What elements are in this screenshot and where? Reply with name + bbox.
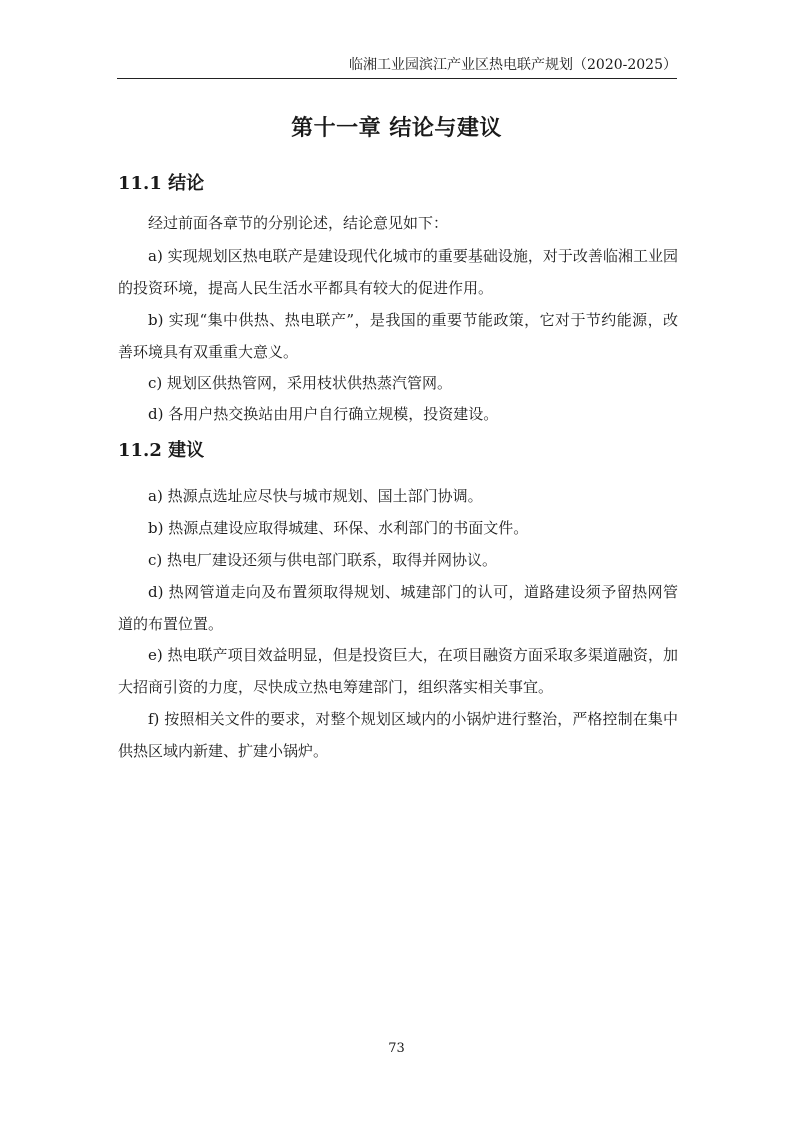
conclusion-item-d: d) 各用户热交换站由用户自行确立规模，投资建设。 [148,405,499,423]
conclusion-item-a: a) 实现规划区热电联产是建设现代化城市的重要基础设施，对于改善临湘工业园的投资环境，提高人民生活水平都具有较大的促进作用。 [118,247,678,297]
suggestion-item-a: a) 热源点选址应尽快与城市规划、国土部门协调。 [148,487,483,505]
running-header: 临湘工业园滨江产业区热电联产规划（2020-2025） [349,57,677,73]
suggestion-item-e: e) 热电联产项目效益明显，但是投资巨大，在项目融资方面采取多渠道融资，加大招商引资的力度，尽快成立热电筹建部门，组织落实相关事宜。 [118,646,678,696]
conclusion-item-b: b) 实现“集中供热、热电联产”，是我国的重要节能政策，它对于节约能源，改善环境具有双重重大意义。 [118,311,678,361]
chapter-title: 第十一章 结论与建议 [291,115,502,141]
section-heading-conclusion: 11.1 结论 [118,173,205,194]
conclusion-item-c: c) 规划区供热管网，采用枝状供热蒸汽管网。 [148,374,453,392]
section-heading-suggestions: 11.2 建议 [118,440,205,461]
header-rule [117,78,677,79]
suggestion-item-c: c) 热电厂建设还须与供电部门联系，取得并网协议。 [148,551,498,569]
suggestion-item-b: b) 热源点建设应取得城建、环保、水利部门的书面文件。 [148,519,529,537]
conclusion-intro-paragraph: 经过前面各章节的分别论述，结论意见如下： [148,214,449,232]
suggestion-item-f: f) 按照相关文件的要求，对整个规划区域内的小锅炉进行整治，严格控制在集中供热区域内新建、扩建小锅炉。 [118,710,678,760]
suggestion-item-d: d) 热网管道走向及布置须取得规划、城建部门的认可，道路建设须予留热网管道的布置位置。 [118,583,678,633]
page-number: 73 [388,1041,405,1056]
